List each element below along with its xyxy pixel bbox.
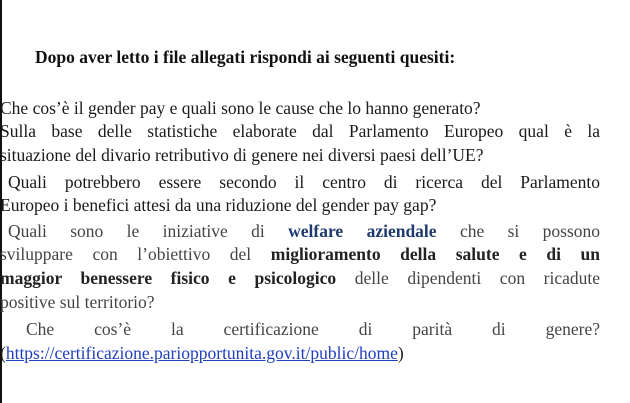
q4-highlight-benessere: maggior benessere fisico e psicologico xyxy=(0,268,337,288)
question-3-line-1: Quali potrebbero essere secondo il centro di ricerca del Parlamento xyxy=(8,172,600,192)
question-2-line-2: situazione del divario retributivo di genere nei diversi paesi dell’UE? xyxy=(0,145,484,165)
q4-text-d: sviluppare con l’obiettivo del xyxy=(0,244,252,264)
document-title: Dopo aver letto i file allegati rispondi ai seguenti quesiti: xyxy=(35,47,456,67)
q4-text-e: delle dipendenti con ricadute xyxy=(354,268,601,288)
question-4-line-2 xyxy=(0,243,600,265)
certificazione-link[interactable]: https://certificazione.pariopportunita.gov.it/public/home xyxy=(5,343,398,363)
question-3-line-2: Europeo i benefici attesi da una riduzione del gender pay gap? xyxy=(0,195,437,215)
q4-text-a: Quali sono le iniziative di xyxy=(8,221,265,241)
question-5: Che cos’è la certificazione di parità di genere? xyxy=(26,319,600,339)
question-5-link-line xyxy=(0,342,600,364)
q4-highlight-welfare: welfare aziendale xyxy=(288,221,437,241)
link-open-paren: ( xyxy=(0,343,6,363)
question-4-line-3 xyxy=(0,267,600,289)
question-4-line-1 xyxy=(8,220,600,242)
q4-highlight-salute: miglioramento della salute e di un xyxy=(270,244,601,264)
question-1: Che cos’è il gender pay e quali sono le cause che lo hanno generato? xyxy=(0,98,481,118)
link-close-paren: ) xyxy=(397,343,404,363)
q4-text-c: che si possono xyxy=(459,221,601,241)
question-2-line-1: Sulla base delle statistiche elaborate dal Parlamento Europeo qual è la xyxy=(0,121,600,141)
question-4-line-4: positive sul territorio? xyxy=(0,292,155,312)
